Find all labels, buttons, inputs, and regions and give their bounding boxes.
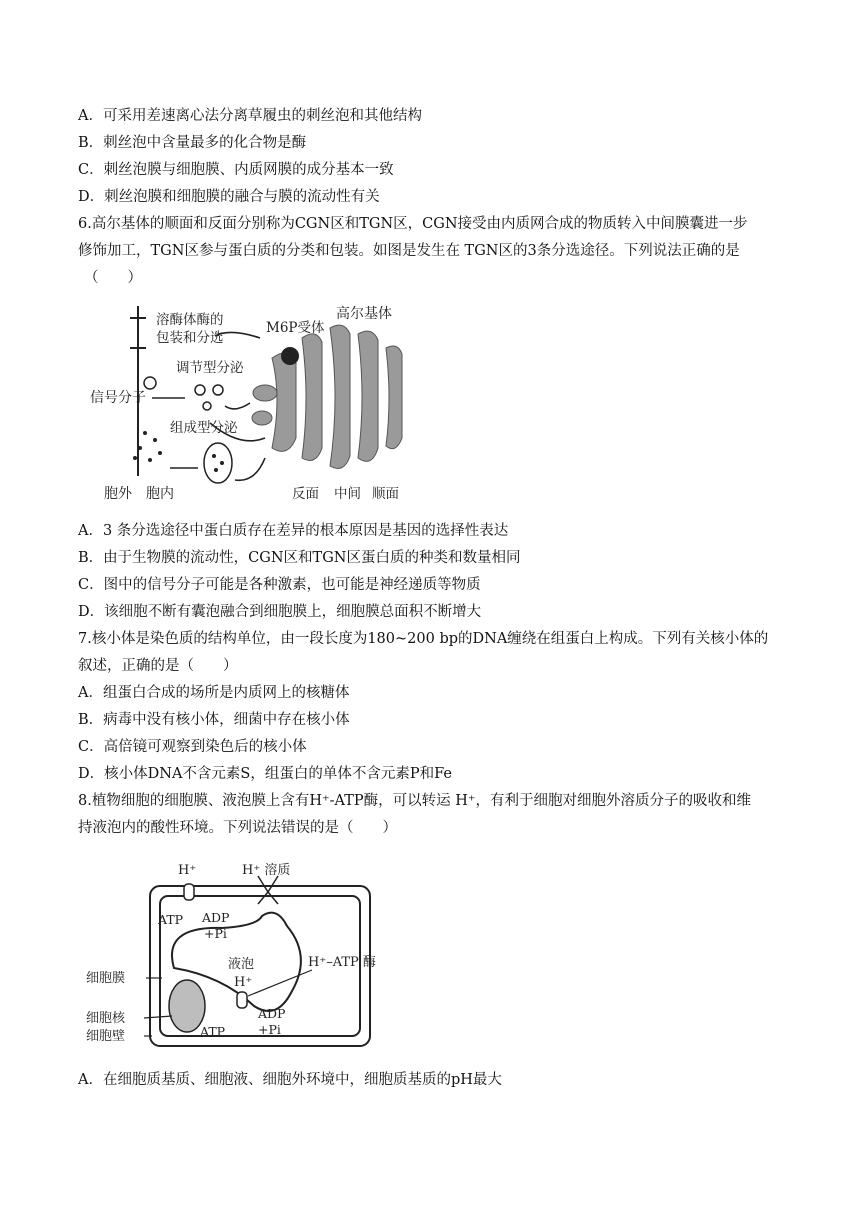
label-inside: 胞内 [146,486,174,502]
label-atp-top: ATP [158,912,184,927]
label-h-top: H⁺ [178,863,197,878]
label-lysosome: 溶酶体酶的 [156,312,224,328]
vesicle-icon [213,385,223,395]
q7-option-a: A．组蛋白合成的场所是内质网上的核糖体 [78,685,350,701]
arrow-icon [235,458,265,480]
q6-option-b: B．由于生物膜的流动性，CGN区和TGN区蛋白质的种类和数量相同 [78,550,521,566]
label-pi-top: +Pi [204,926,227,941]
label-regulated: 调节型分泌 [176,360,244,376]
q6-stem-line3: （ ） [84,270,142,286]
label-membrane: 细胞膜 [86,971,126,986]
label-h-solute: H⁺ 溶质 [242,863,291,878]
q7-option-b: B．病毒中没有核小体，细菌中存在核小体 [78,712,350,728]
label-adp-bottom: ADP [258,1006,286,1021]
q6-option-d: D．该细胞不断有囊泡融合到细胞膜上，细胞膜总面积不断增大 [78,604,482,620]
proton-pump-icon [184,884,194,900]
cotransporter-icon [258,876,278,904]
label-cis: 顺面 [372,486,399,502]
q5-option-d: D．刺丝泡膜和细胞膜的融合与膜的流动性有关 [78,189,380,205]
constitutive-vesicle-icon [204,443,232,483]
label-golgi: 高尔基体 [336,306,392,322]
q5-option-c: C．刺丝泡膜与细胞膜、内质网膜的成分基本一致 [78,162,394,178]
label-vacuole: 液泡 [228,957,255,972]
q8-option-a: A．在细胞质基质、细胞液、细胞外环境中，细胞质基质的pH最大 [78,1072,502,1088]
q6-stem-line1: 6.高尔基体的顺面和反面分别称为CGN区和TGN区，CGN接受由内质网合成的物质转入中间膜囊进一步 [78,216,748,232]
arrow-icon [225,403,250,409]
plant-cell-figure [82,856,402,1056]
label-trans: 反面 [292,486,319,502]
q5-option-a: A．可采用差速离心法分离草履虫的刺丝泡和其他结构 [78,108,422,124]
proton-pump-icon [237,992,247,1008]
vesicle-icon [144,377,156,389]
label-middle: 中间 [334,486,361,502]
q7-stem-line2: 叙述，正确的是（ ） [78,658,238,674]
q5-option-b: B．刺丝泡中含量最多的化合物是酶 [78,135,307,151]
label-enzyme: H⁺–ATP 酶 [308,955,376,970]
q6-stem-line2: 修饰加工，TGN区参与蛋白质的分类和包装。如图是发生在 TGN区的3条分选途径。下列说法正确的是 [78,243,740,259]
vesicle-icon [195,385,205,395]
q7-option-c: C．高倍镜可观察到染色后的核小体 [78,739,307,755]
q7-stem-line1: 7.核小体是染色质的结构单位，由一段长度为180~200 bp的DNA缠绕在组蛋白上构成。下列有关核小体的 [78,631,769,647]
label-nucleus: 细胞核 [86,1011,126,1026]
q6-option-a: A．3 条分选途径中蛋白质存在差异的根本原因是基因的选择性表达 [78,523,509,539]
label-h-vacuole: H⁺ [234,975,253,990]
golgi-stack [252,325,402,468]
label-outside: 胞外 [104,486,132,502]
q6-option-c: C．图中的信号分子可能是各种激素，也可能是神经递质等物质 [78,577,481,593]
label-constitutive: 组成型分泌 [170,420,238,436]
label-m6p: M6P受体 [266,320,325,336]
label-lysosome2: 包装和分选 [156,330,224,346]
label-wall: 细胞壁 [86,1029,126,1044]
vesicle-icon [203,402,211,410]
q8-stem-line2: 持液泡内的酸性环境。下列说法错误的是（ ） [78,820,397,836]
label-adp-top: ADP [202,910,230,925]
label-pi-bottom: +Pi [258,1022,281,1037]
q8-stem-line1: 8.植物细胞的细胞膜、液泡膜上含有H⁺-ATP酶，可以转运 H⁺，有利于细胞对细胞外溶质分子的吸收和维 [78,793,752,809]
label-atp-bottom: ATP [200,1024,226,1039]
m6p-receptor-icon [281,347,299,365]
label-signal: 信号分子 [90,390,146,406]
q7-option-d: D．核小体DNA不含元素S，组蛋白的单体不含元素P和Fe [78,766,452,782]
golgi-sorting-figure [90,298,420,508]
